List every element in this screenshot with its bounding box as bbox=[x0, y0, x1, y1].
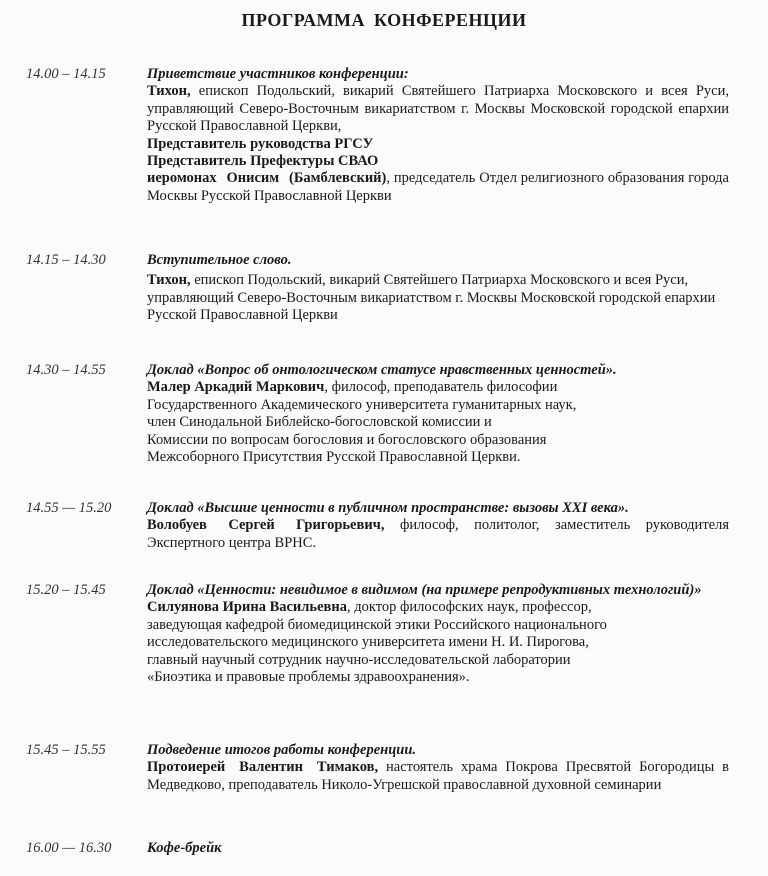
speaker-line: главный научный сотрудник научно-исследовательской лаборатории bbox=[147, 651, 571, 668]
time-slot: 15.20 – 15.45 bbox=[26, 582, 106, 598]
speaker-line: заведующая кафедрой биомедицинской этики Российского национального bbox=[147, 616, 607, 633]
time-slot: 14.15 – 14.30 bbox=[26, 252, 106, 268]
speaker-name: Тихон, bbox=[147, 272, 191, 289]
speaker-line: Межсоборного Присутствия Русской Православной Церкви. bbox=[147, 449, 521, 466]
page-title: ПРОГРАММА КОНФЕРЕНЦИИ bbox=[241, 10, 527, 30]
speaker-description: настоятель храма Покрова Пресвятой Богородицы в Медведково, преподаватель Николо-Угрешской православной духовной семинарии bbox=[147, 759, 729, 793]
speaker-block bbox=[147, 517, 729, 552]
speaker-block bbox=[147, 759, 729, 794]
speaker-name: Тихон, bbox=[147, 83, 191, 100]
entry-heading: Доклад «Ценности: невидимое в видимом (на примере репродуктивных технологий)» bbox=[147, 582, 702, 598]
speaker-line bbox=[147, 599, 729, 616]
entry-heading: Доклад «Вопрос об онтологическом статусе нравственных ценностей». bbox=[147, 362, 617, 378]
time-slot: 14.00 – 14.15 bbox=[26, 66, 106, 82]
entry-heading: Доклад «Высшие ценности в публичном пространстве: вызовы XXI века». bbox=[147, 500, 629, 516]
speaker-block bbox=[147, 272, 729, 324]
speaker-line: Комиссии по вопросам богословия и богословского образования bbox=[147, 431, 547, 448]
entry-heading: Вступительное слово. bbox=[147, 252, 292, 268]
speaker-line bbox=[147, 379, 729, 396]
entry-heading: Приветствие участников конференции: bbox=[147, 66, 409, 82]
speaker-name: иеромонах Онисим (Бамблевский) bbox=[147, 170, 387, 187]
speaker-block bbox=[147, 170, 729, 205]
representative-line: Представитель руководства РГСУ bbox=[147, 135, 374, 152]
speaker-name: Малер Аркадий Маркович bbox=[147, 379, 325, 396]
time-slot: 14.55 — 15.20 bbox=[26, 500, 112, 516]
entry-content bbox=[147, 840, 729, 857]
speaker-description: епископ Подольский, викарий Святейшего Патриарха Московского и всея Руси, управляющий Северо-Восточным викариатством г. Москвы Московской городской епархии Русской Православной Церкви bbox=[147, 272, 716, 324]
entry-content bbox=[147, 252, 729, 325]
speaker-line: исследовательского медицинского университета имени Н. И. Пирогова, bbox=[147, 634, 589, 651]
speaker-line: Государственного Академического университета гуманитарных наук, bbox=[147, 396, 577, 413]
representative-line: Представитель Префектуры СВАО bbox=[147, 153, 379, 170]
time-slot: 14.30 – 14.55 bbox=[26, 362, 106, 378]
time-slot: 16.00 — 16.30 bbox=[26, 840, 112, 856]
entry-heading: Подведение итогов работы конференции. bbox=[147, 742, 417, 758]
time-slot: 15.45 – 15.55 bbox=[26, 742, 106, 758]
entry-content bbox=[147, 582, 729, 686]
entry-content bbox=[147, 66, 729, 205]
speaker-name: Силуянова Ирина Васильевна bbox=[147, 599, 347, 616]
speaker-line: член Синодальной Библейско-богословской комиссии и bbox=[147, 414, 492, 431]
entry-content bbox=[147, 362, 729, 466]
entry-content bbox=[147, 500, 729, 552]
speaker-description: , философ, преподаватель философии bbox=[324, 379, 558, 396]
speaker-description: , доктор философских наук, профессор, bbox=[346, 599, 592, 616]
speaker-description: философ, политолог, заместитель руководителя Экспертного центра ВРНС. bbox=[147, 517, 729, 551]
entry-heading: Кофе-брейк bbox=[147, 840, 222, 856]
speaker-name: Протоиерей Валентин Тимаков, bbox=[147, 759, 379, 776]
speaker-name: Волобуев Сергей Григорьевич, bbox=[147, 517, 385, 534]
entry-content bbox=[147, 742, 729, 794]
speaker-line: «Биоэтика и правовые проблемы здравоохранения». bbox=[147, 669, 470, 686]
speaker-description: епископ Подольский, викарий Святейшего Патриарха Московского и всея Руси, управляющий Северо-Восточным викариатством г. Москвы Московской городской епархии Русской Православной Церкви, bbox=[147, 83, 729, 135]
speaker-description: , председатель Отдел религиозного образования города Москвы Русской Православной Церкви bbox=[147, 170, 729, 204]
speaker-block bbox=[147, 83, 729, 135]
